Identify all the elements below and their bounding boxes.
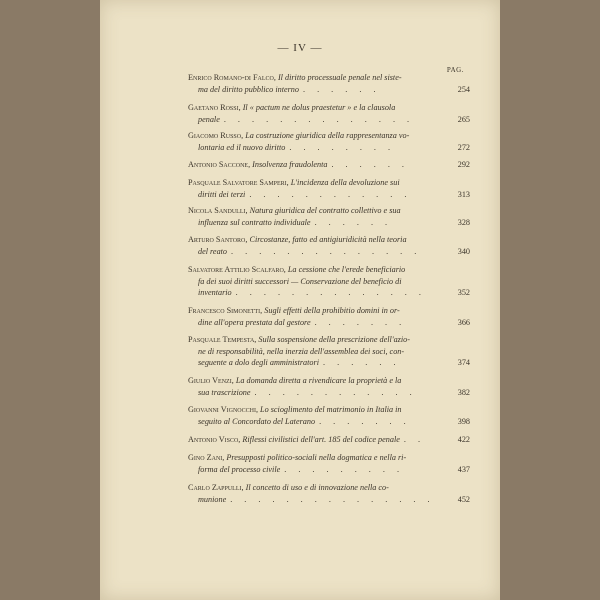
book-page bbox=[100, 0, 500, 600]
toc-leader-dots: . . . . . . . . . . . . . . bbox=[231, 246, 422, 256]
toc-title-text: seguito al Concordato del Laterano bbox=[198, 416, 316, 426]
toc-leader-dots: . . . . . . . bbox=[314, 317, 407, 327]
toc-title-text: La costruzione giuridica della rappresentanza vo- bbox=[243, 131, 410, 140]
toc-title-text: seguente a dolo degli amministratori bbox=[198, 358, 319, 367]
toc-page-number: 452 bbox=[457, 494, 470, 504]
toc-entry-line bbox=[188, 205, 442, 217]
toc-entry-line bbox=[188, 482, 442, 494]
toc-entry bbox=[188, 482, 470, 505]
toc-entry-line bbox=[188, 434, 442, 446]
toc-entry-line bbox=[188, 84, 442, 96]
toc-page-number: 265 bbox=[457, 114, 470, 124]
toc-title-text: Presupposti politico-sociali nella dogmatica e nella ri- bbox=[224, 453, 407, 462]
toc-title-text: ma del diritto pubblico interno bbox=[198, 84, 299, 94]
toc-title-text: Il « pactum ne dolus praestetur » e la clausola bbox=[240, 103, 396, 112]
toc-entry bbox=[188, 205, 470, 228]
toc-title-text: Sulla sospensione della prescrizione dell'azio- bbox=[256, 335, 410, 344]
toc-page-number: 254 bbox=[457, 84, 470, 94]
toc-leader-dots: . . . . . . bbox=[323, 358, 401, 367]
pag-column-label: PAG. bbox=[446, 66, 464, 74]
toc-author: Pasquale Tempesta, bbox=[188, 335, 257, 344]
toc-leader-dots: . . . . . . . . . . . . . . . bbox=[230, 494, 435, 504]
toc-page-number: 398 bbox=[457, 416, 470, 426]
toc-entry-line bbox=[188, 357, 442, 369]
toc-title-text: La cessione che l'erede beneficiario bbox=[285, 265, 406, 274]
toc-page-number: 292 bbox=[457, 160, 470, 169]
toc-author: Nicola Sandulli, bbox=[188, 206, 248, 215]
toc-entry bbox=[188, 130, 470, 153]
toc-entry-line bbox=[188, 387, 442, 399]
toc-entry-line bbox=[188, 404, 442, 416]
toc-author: Giacomo Russo, bbox=[188, 131, 244, 140]
toc-leader-dots: . . . . . . . . bbox=[289, 142, 396, 152]
toc-page-number: 437 bbox=[457, 464, 470, 474]
toc-entry bbox=[188, 375, 470, 398]
toc-title-text: Natura giuridica del contratto collettivo e sua bbox=[247, 206, 401, 215]
toc-leader-dots: . . . . . . . . . bbox=[284, 464, 405, 474]
toc-author: Carlo Zappulli, bbox=[188, 483, 244, 492]
toc-title-text: Il concetto di uso e di innovazione nella co- bbox=[243, 483, 389, 492]
toc-page-number: 382 bbox=[457, 387, 470, 397]
toc-entry-line bbox=[188, 305, 442, 317]
toc-entry bbox=[188, 305, 470, 328]
toc-entry-line bbox=[188, 114, 442, 126]
toc-title-text: Insolvenza fraudolenta bbox=[250, 160, 328, 169]
toc-entry-line bbox=[188, 334, 442, 346]
toc-entry-line bbox=[188, 102, 442, 114]
toc-title-text: lontaria ed il nuovo diritto bbox=[198, 142, 286, 152]
toc-title-text: sua trascrizione bbox=[198, 387, 251, 397]
toc-title-text: munione bbox=[198, 494, 227, 504]
page-number: — IV — bbox=[277, 42, 323, 54]
toc-entry-line bbox=[188, 264, 442, 276]
toc-entry-line bbox=[188, 130, 442, 142]
toc-leader-dots: . . . . . . . . . . . . . . bbox=[223, 114, 415, 124]
toc-author: Gaetano Rossi, bbox=[188, 103, 241, 112]
toc-title-text: Riflessi civilistici dell'art. 185 del codice penale bbox=[240, 435, 400, 444]
toc-author: Salvatore Attilio Scalfaro, bbox=[188, 265, 286, 274]
toc-title-text: fa dei suoi diritti successori — Conservazione del beneficio di bbox=[198, 276, 402, 286]
toc-entry bbox=[188, 102, 470, 125]
toc-entry-line bbox=[188, 416, 442, 428]
toc-title-text: diritti dei terzi bbox=[198, 189, 246, 199]
toc-leader-dots: . . . . . . . bbox=[319, 416, 411, 426]
toc-page-number: 340 bbox=[457, 246, 470, 256]
toc-author: Giovanni Vignocchi, bbox=[188, 405, 258, 414]
toc-entry-line bbox=[188, 189, 442, 201]
toc-title-text: dine all'opera prestata dal gestore bbox=[198, 317, 311, 327]
toc-entry-line bbox=[188, 234, 442, 246]
toc-page-number: 313 bbox=[457, 189, 470, 199]
toc-page-number: 272 bbox=[457, 142, 470, 152]
toc-entry-line bbox=[188, 452, 442, 464]
toc-title-text: influenza sul contratto individuale bbox=[198, 217, 311, 227]
toc-entry-line bbox=[188, 72, 442, 84]
toc-title-text: L'incidenza della devoluzione sui bbox=[288, 178, 400, 187]
toc-entry-line bbox=[188, 177, 442, 189]
toc-entry bbox=[188, 159, 470, 171]
toc-entry bbox=[188, 72, 470, 95]
toc-title-text: Il diritto processuale penale nel siste- bbox=[275, 73, 402, 82]
toc-entry-line bbox=[188, 287, 442, 299]
toc-entry-line bbox=[188, 159, 442, 171]
toc-title-text: forma del processo civile bbox=[198, 464, 281, 474]
toc-title-text: penale bbox=[198, 114, 220, 124]
toc-author: Enrico Romano-di Falco, bbox=[188, 73, 276, 82]
toc-author: Pasquale Salvatore Samperi, bbox=[188, 178, 289, 187]
toc-page-number: 352 bbox=[457, 288, 470, 297]
toc-leader-dots: . . . . . . . . . . . . bbox=[254, 387, 417, 397]
toc-author: Gino Zani, bbox=[188, 453, 225, 462]
toc-entry bbox=[188, 334, 470, 369]
toc-leader-dots: . . . . . . . . . . . . bbox=[249, 189, 412, 199]
toc-page-number: 366 bbox=[457, 317, 470, 327]
toc-entry-line bbox=[188, 276, 442, 288]
toc-title-text: Sugli effetti della prohibitio domini in or- bbox=[262, 306, 400, 315]
toc-entry bbox=[188, 404, 470, 427]
toc-page-number: 422 bbox=[457, 435, 470, 444]
toc-entry-line bbox=[188, 375, 442, 387]
toc-leader-dots: . . . . . . bbox=[302, 84, 381, 94]
toc-title-text: La domanda diretta a rivendicare la proprietà e la bbox=[233, 376, 402, 385]
toc-title-text: Lo scioglimento del matrimonio in Italia in bbox=[258, 405, 402, 414]
toc-author: Antonio Visco, bbox=[188, 435, 241, 444]
toc-entry bbox=[188, 264, 470, 299]
toc-page-number: 328 bbox=[457, 217, 470, 227]
toc-author: Francesco Simonetti, bbox=[188, 306, 263, 315]
toc-author: Arturo Santoro, bbox=[188, 235, 248, 244]
toc-page-number: 374 bbox=[457, 358, 470, 367]
toc-author: Antonio Saccone, bbox=[188, 160, 251, 169]
toc-entry-line bbox=[188, 494, 442, 506]
toc-entry bbox=[188, 452, 470, 475]
toc-entry bbox=[188, 434, 470, 446]
toc-entry bbox=[188, 177, 470, 200]
toc-title-text: ne di responsabilità, nella inerzia dell'assemblea dei soci, con- bbox=[198, 346, 405, 356]
toc-entry bbox=[188, 234, 470, 257]
toc-leader-dots: . . . . . . . . . . . . . . bbox=[235, 288, 426, 297]
toc-entry-line bbox=[188, 246, 442, 258]
toc-title-text: inventario bbox=[198, 288, 232, 297]
toc-entry-line bbox=[188, 464, 442, 476]
toc-leader-dots: . . . . . . bbox=[331, 160, 409, 169]
toc-entry-line bbox=[188, 142, 442, 154]
toc-title-text: del reato bbox=[198, 246, 228, 256]
toc-leader-dots: . . . . . . bbox=[314, 217, 393, 227]
toc-entry-line bbox=[188, 317, 442, 329]
toc-entry-line bbox=[188, 217, 442, 229]
toc-leader-dots: . . bbox=[403, 435, 426, 444]
toc-entry-line bbox=[188, 346, 442, 358]
toc-author: Giulio Venzi, bbox=[188, 376, 234, 385]
toc-title-text: Circostanze, fatto ed antigiuridicità nella teoria bbox=[247, 235, 407, 244]
